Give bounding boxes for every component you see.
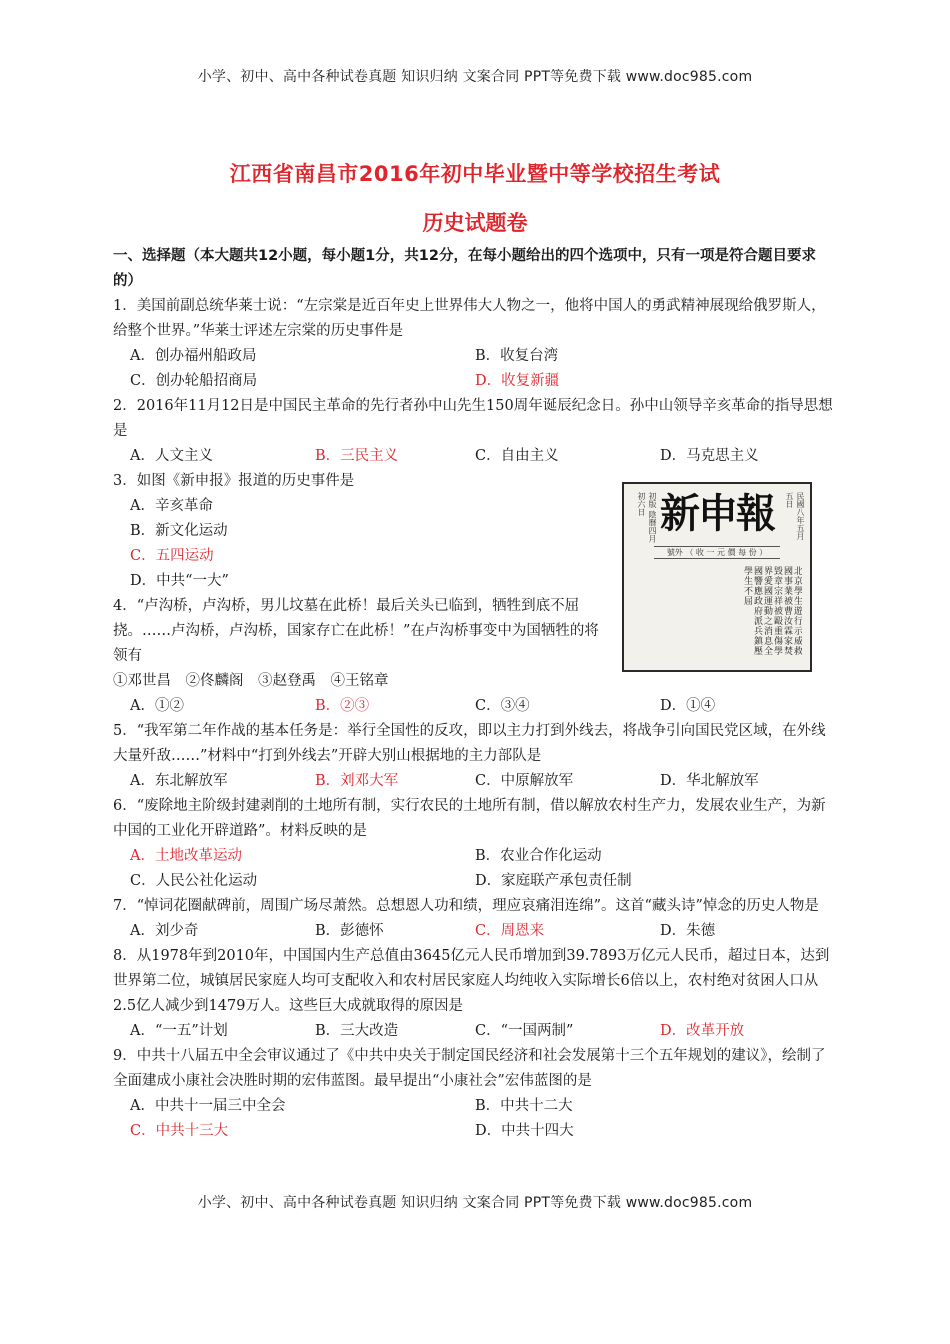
option-a: A．①② xyxy=(130,698,184,714)
question-text: 7．“悼词花圈献碑前，周围广场尽萧然。总想恩人功和绩，理应哀痛泪连绵”。这首“藏头诗”悼念的历史人物是 xyxy=(113,898,819,914)
option-c: C．自由主义 xyxy=(475,448,559,464)
option-a: A．人文主义 xyxy=(130,448,213,464)
question-choices-list: ①邓世昌 ②佟麟阁 ③赵登禹 ④王铭章 xyxy=(113,673,389,689)
option-a: A．刘少奇 xyxy=(130,923,199,939)
newspaper-body-text: 北京學生遊行示威救國事業被曹汝霖家焚毀章宗祥被毆重傷學界愛國運動之消息全國響應政府派兵鎮壓學生不屈 xyxy=(742,566,802,656)
question-text: 6．“废除地主阶级封建剥削的土地所有制，实行农民的土地所有制，借以解放农村生产力，发展农业生产，为新中国的工业化开辟道路”。材料反映的是 xyxy=(113,798,826,839)
question-8 xyxy=(113,944,835,1044)
newspaper-price-line xyxy=(654,546,780,559)
question-text: 8．从1978年到2010年，中国国内生产总值由3645亿元人民币增加到39.7893万亿元人民币，超过日本，达到世界第二位，城镇居民家庭人均可支配收入和农村居民家庭人均纯收入实际增长6倍以上，农村绝对贫困人口从2.5亿人减少到1479万人。这些巨大成就取得的原因是 xyxy=(113,948,830,1014)
question-text: 5．“我军第二年作战的基本任务是：举行全国性的反攻，即以主力打到外线去，将战争引向国民党区域，在外线大量歼敌……”材料中“打到外线去”开辟大别山根据地的主力部队是 xyxy=(113,723,826,764)
question-9 xyxy=(113,1044,835,1144)
option-c-answer: C．中共十三大 xyxy=(130,1123,229,1139)
option-b: B．收复台湾 xyxy=(475,348,559,364)
header-banner: 小学、初中、高中各种试卷真题 知识归纳 文案合同 PPT等免费下载 www.doc985.com xyxy=(197,69,753,85)
option-a: A．“一五”计划 xyxy=(130,1023,228,1039)
option-a-answer: A．土地改革运动 xyxy=(130,848,242,864)
option-d-answer: D．改革开放 xyxy=(660,1023,745,1039)
option-c: C．“一国两制” xyxy=(475,1023,574,1039)
option-c: C．③④ xyxy=(475,698,530,714)
question-content xyxy=(113,244,835,1144)
question-5 xyxy=(113,719,835,794)
option-c-answer: C．五四运动 xyxy=(130,548,214,564)
option-b-answer: B．②③ xyxy=(315,698,370,714)
option-c: C．中原解放军 xyxy=(475,773,574,789)
question-7 xyxy=(113,894,835,944)
newspaper-date-left: 初版 陰曆四月初六日 xyxy=(637,492,657,543)
option-d: D．华北解放军 xyxy=(660,773,759,789)
exam-title: 江西省南昌市2016年初中毕业暨中等学校招生考试 xyxy=(229,162,721,186)
option-d: D．①④ xyxy=(660,698,716,714)
newspaper-subtitle: 號外 xyxy=(666,548,683,557)
question-text: 2．2016年11月12日是中国民主革命的先行者孙中山先生150周年诞辰纪念日。孙中山领导辛亥革命的指导思想是 xyxy=(113,398,833,439)
option-b-answer: B．刘邓大军 xyxy=(315,773,399,789)
question-text: 3．如图《新申报》报道的历史事件是 xyxy=(113,473,355,489)
option-d: D．中共“一大” xyxy=(130,573,229,589)
option-b: B．农业合作化运动 xyxy=(475,848,602,864)
option-a: A．中共十一届三中全会 xyxy=(130,1098,286,1114)
option-d: D．马克思主义 xyxy=(660,448,759,464)
option-b-answer: B．三民主义 xyxy=(315,448,399,464)
option-c: C．人民公社化运动 xyxy=(130,873,258,889)
option-a: A．辛亥革命 xyxy=(130,498,213,514)
option-d: D．家庭联产承包责任制 xyxy=(475,873,632,889)
section-heading: 一、选择题（本大题共12小题，每小题1分，共12分，在每小题给出的四个选项中，只有一项是符合题目要求的） xyxy=(113,248,816,289)
option-d: D．朱德 xyxy=(660,923,716,939)
question-text: 1．美国前副总统华莱士说：“左宗棠是近百年史上世界伟大人物之一，他将中国人的勇武精神展现给俄罗斯人，给整个世界。”华莱士评述左宗棠的历史事件是 xyxy=(113,298,826,339)
question-text: 4．“卢沟桥，卢沟桥，男儿坟墓在此桥！最后关头已临到，牺牲到底不屈挠。……卢沟桥，卢沟桥，国家存亡在此桥！”在卢沟桥事变中为国牺牲的将领有 xyxy=(113,598,599,664)
footer-banner: 小学、初中、高中各种试卷真题 知识归纳 文案合同 PPT等免费下载 www.doc985.com xyxy=(197,1195,753,1211)
question-1 xyxy=(113,294,835,394)
question-text: 9．中共十八届五中全会审议通过了《中共中央关于制定国民经济和社会发展第十三个五年规划的建议》，绘制了全面建成小康社会决胜时期的宏伟蓝图。最早提出“小康社会”宏伟蓝图的是 xyxy=(113,1048,826,1089)
option-d: D．中共十四大 xyxy=(475,1123,574,1139)
newspaper-masthead: 新申報 xyxy=(660,490,774,537)
option-b: B．三大改造 xyxy=(315,1023,399,1039)
option-c: C．创办轮船招商局 xyxy=(130,373,258,389)
newspaper-price: （ 收 一 元 價 每 份 ） xyxy=(685,548,768,557)
question-2 xyxy=(113,394,835,469)
newspaper-date-right: 民國八年五月五日 xyxy=(785,492,805,540)
option-b: B．彭德怀 xyxy=(315,923,384,939)
option-a: A．创办福州船政局 xyxy=(130,348,257,364)
newspaper-image xyxy=(622,482,812,672)
option-c-answer: C．周恩来 xyxy=(475,923,545,939)
question-6 xyxy=(113,794,835,894)
option-b: B．新文化运动 xyxy=(130,523,228,539)
option-b: B．中共十二大 xyxy=(475,1098,573,1114)
option-d-answer: D．收复新疆 xyxy=(475,373,560,389)
option-a: A．东北解放军 xyxy=(130,773,228,789)
exam-subtitle: 历史试题卷 xyxy=(422,211,528,235)
